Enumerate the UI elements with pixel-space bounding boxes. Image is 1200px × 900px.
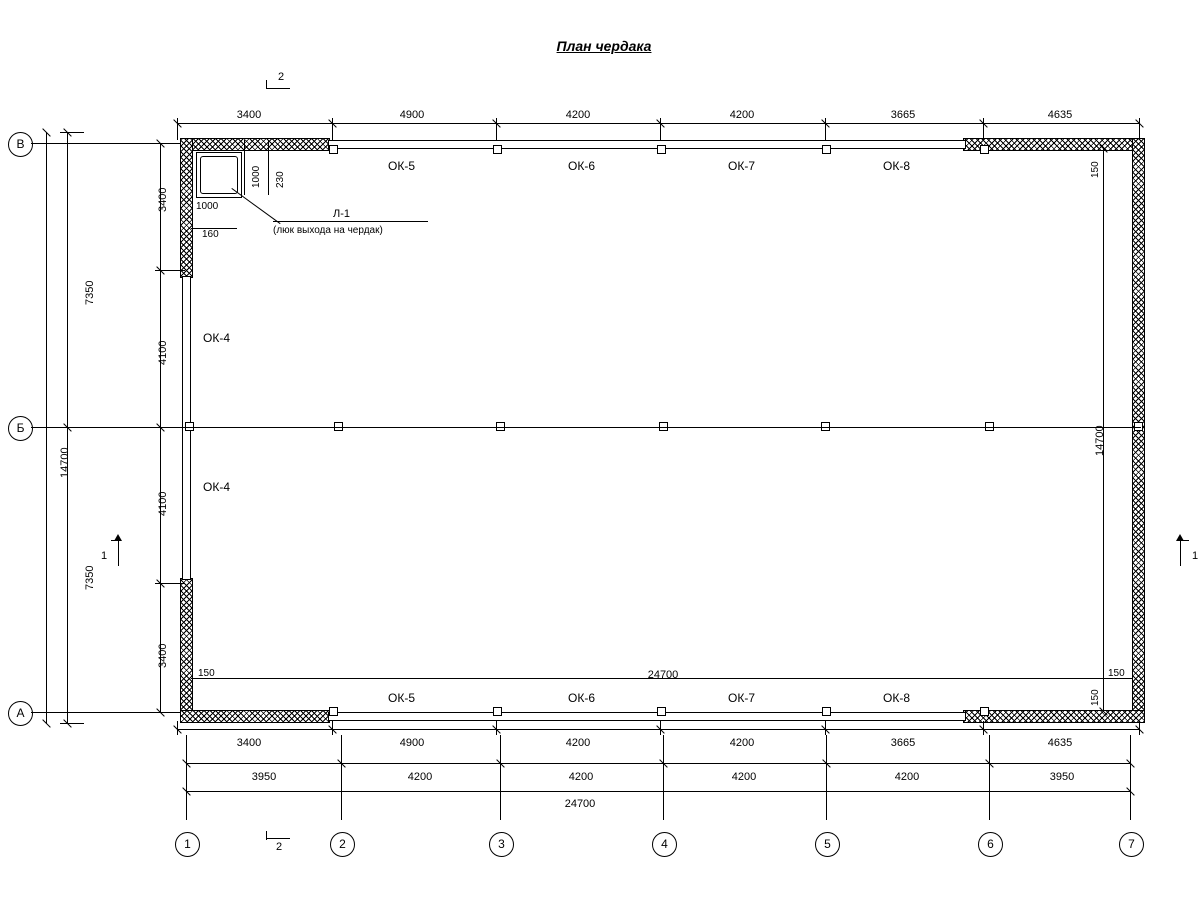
dim-bottom-4635: 4635 xyxy=(1047,737,1073,749)
window-band-top xyxy=(328,140,966,149)
hatch-label: Л-1 xyxy=(333,208,350,220)
leader-line-horizontal xyxy=(273,221,428,222)
dim-line-bottom-1 xyxy=(177,729,1139,730)
dim-160: 160 xyxy=(202,229,219,240)
axis-circle-5[interactable]: 5 xyxy=(815,832,840,857)
column xyxy=(329,145,338,154)
dim-150-inner-right: 150 xyxy=(1108,668,1125,679)
column xyxy=(657,145,666,154)
axis-line-b xyxy=(31,427,1141,428)
dim-line-bottom-total xyxy=(186,791,1130,792)
section-mark-2-bottom-tick xyxy=(266,831,267,840)
axis-circle-1[interactable]: 1 xyxy=(175,832,200,857)
section-mark-1-right-line xyxy=(1180,540,1181,566)
dim-ext-bottom2 xyxy=(341,735,342,820)
dim-ext-bottom2 xyxy=(186,735,187,820)
dim-ext-top xyxy=(825,118,826,140)
dim-ext-left-inner xyxy=(155,583,185,584)
dim-line-top xyxy=(177,123,1139,124)
window-label-ok8-bottom: ОК-8 xyxy=(883,691,910,705)
dim-left-7350-upper: 7350 xyxy=(84,280,96,305)
dim-bottom-4200-1: 4200 xyxy=(565,737,591,749)
section-mark-1-right-arrow xyxy=(1176,534,1184,541)
dim-ext-bottom2 xyxy=(663,735,664,820)
dim-inner-4100-lower: 4100 xyxy=(157,491,169,516)
dim-axis-4200-2: 4200 xyxy=(568,771,594,783)
window-label-ok6-top: ОК-6 xyxy=(568,159,595,173)
dim-ext-bottom2 xyxy=(500,735,501,820)
section-mark-1-left-arrow xyxy=(114,534,122,541)
dim-top-4200-2: 4200 xyxy=(729,109,755,121)
dim-1000-extline xyxy=(244,140,245,195)
dim-axis-4200-4: 4200 xyxy=(894,771,920,783)
axis-circle-6[interactable]: 6 xyxy=(978,832,1003,857)
dim-150-bottom-right: 150 xyxy=(1090,689,1101,706)
hatch-sublabel: (люк выхода на чердак) xyxy=(273,225,383,236)
dim-ext-bottom2 xyxy=(989,735,990,820)
window-label-ok5-top: ОК-5 xyxy=(388,159,415,173)
column xyxy=(822,145,831,154)
dim-top-3400: 3400 xyxy=(236,109,262,121)
dim-230-extline xyxy=(268,140,269,195)
dim-right-14700: 14700 xyxy=(1094,425,1106,456)
dim-top-4900: 4900 xyxy=(399,109,425,121)
dim-150-top-right: 150 xyxy=(1090,161,1101,178)
axis-circle-2[interactable]: 2 xyxy=(330,832,355,857)
section-mark-1-left-label: 1 xyxy=(101,550,108,562)
axis-circle-7[interactable]: 7 xyxy=(1119,832,1144,857)
dim-ext-top xyxy=(332,118,333,140)
dim-bottom-3400: 3400 xyxy=(236,737,262,749)
dim-top-3665: 3665 xyxy=(890,109,916,121)
section-mark-1-right-label: 1 xyxy=(1192,550,1199,562)
section-mark-1-left-line xyxy=(118,540,119,566)
window-label-ok7-top: ОК-7 xyxy=(728,159,755,173)
dim-ext-bottom2 xyxy=(826,735,827,820)
axis-circle-b[interactable]: Б xyxy=(8,416,33,441)
dim-1000-horizontal: 1000 xyxy=(196,201,219,212)
dim-top-4635: 4635 xyxy=(1047,109,1073,121)
dim-inner-3400-top: 3400 xyxy=(157,187,169,212)
dim-bottom-3665: 3665 xyxy=(890,737,916,749)
window-label-ok8-top: ОК-8 xyxy=(883,159,910,173)
dim-ext-left xyxy=(60,723,84,724)
dim-inner-4100-upper: 4100 xyxy=(157,340,169,365)
wall-left-lower xyxy=(180,578,193,723)
wall-top-left xyxy=(180,138,330,151)
wall-bottom-right xyxy=(963,710,1145,723)
column xyxy=(822,707,831,716)
dim-total-24700-bottom: 24700 xyxy=(564,798,596,810)
axis-circle-3[interactable]: 3 xyxy=(489,832,514,857)
axis-circle-v[interactable]: В xyxy=(8,132,33,157)
section-mark-2-bottom-line xyxy=(266,838,290,839)
section-mark-2-top-tick xyxy=(266,80,267,89)
dim-bottom-4200-2: 4200 xyxy=(729,737,755,749)
section-mark-2-bottom-label: 2 xyxy=(276,841,283,853)
section-mark-2-top-label: 2 xyxy=(278,71,285,83)
dim-ext-top xyxy=(496,118,497,140)
dim-line-left-total xyxy=(46,132,47,724)
wall-bottom-left xyxy=(180,710,330,723)
column xyxy=(493,145,502,154)
leader-line-diagonal xyxy=(231,188,280,224)
dim-left-14700: 14700 xyxy=(59,447,71,478)
window-label-ok5-bottom: ОК-5 xyxy=(388,691,415,705)
wall-left-upper xyxy=(180,138,193,278)
column xyxy=(493,707,502,716)
dim-axis-3950-left: 3950 xyxy=(251,771,277,783)
dim-axis-4200-1: 4200 xyxy=(407,771,433,783)
dim-ext-top xyxy=(177,118,178,140)
dim-ext-top xyxy=(983,118,984,140)
column xyxy=(980,145,989,154)
window-label-ok7-bottom: ОК-7 xyxy=(728,691,755,705)
dim-ext-left xyxy=(60,132,84,133)
axis-circle-4[interactable]: 4 xyxy=(652,832,677,857)
dim-230-vertical: 230 xyxy=(275,171,286,188)
dim-ext-left-inner xyxy=(155,270,185,271)
column xyxy=(657,707,666,716)
window-label-ok4-upper: ОК-4 xyxy=(203,331,230,345)
section-mark-2-top-line xyxy=(266,88,290,89)
axis-circle-a[interactable]: А xyxy=(8,701,33,726)
dim-ext-left xyxy=(60,427,84,428)
page-title: План чердака xyxy=(556,38,652,54)
dim-axis-3950-right: 3950 xyxy=(1049,771,1075,783)
window-label-ok4-lower: ОК-4 xyxy=(203,480,230,494)
dim-left-7350-lower: 7350 xyxy=(84,565,96,590)
dim-ext-bottom2 xyxy=(1130,735,1131,820)
dim-bottom-4900: 4900 xyxy=(399,737,425,749)
wall-top-right xyxy=(963,138,1145,151)
column xyxy=(980,707,989,716)
dim-total-24700-inner: 24700 xyxy=(647,669,679,681)
window-label-ok6-bottom: ОК-6 xyxy=(568,691,595,705)
dim-ext-top xyxy=(1139,118,1140,140)
dim-150-inner-left: 150 xyxy=(198,668,215,679)
dim-1000-vertical: 1000 xyxy=(251,165,262,188)
window-band-bottom xyxy=(328,712,966,721)
dim-top-4200-1: 4200 xyxy=(565,109,591,121)
dim-ext-top xyxy=(660,118,661,140)
dim-axis-4200-3: 4200 xyxy=(731,771,757,783)
dim-inner-3400-bottom: 3400 xyxy=(157,643,169,668)
column xyxy=(329,707,338,716)
